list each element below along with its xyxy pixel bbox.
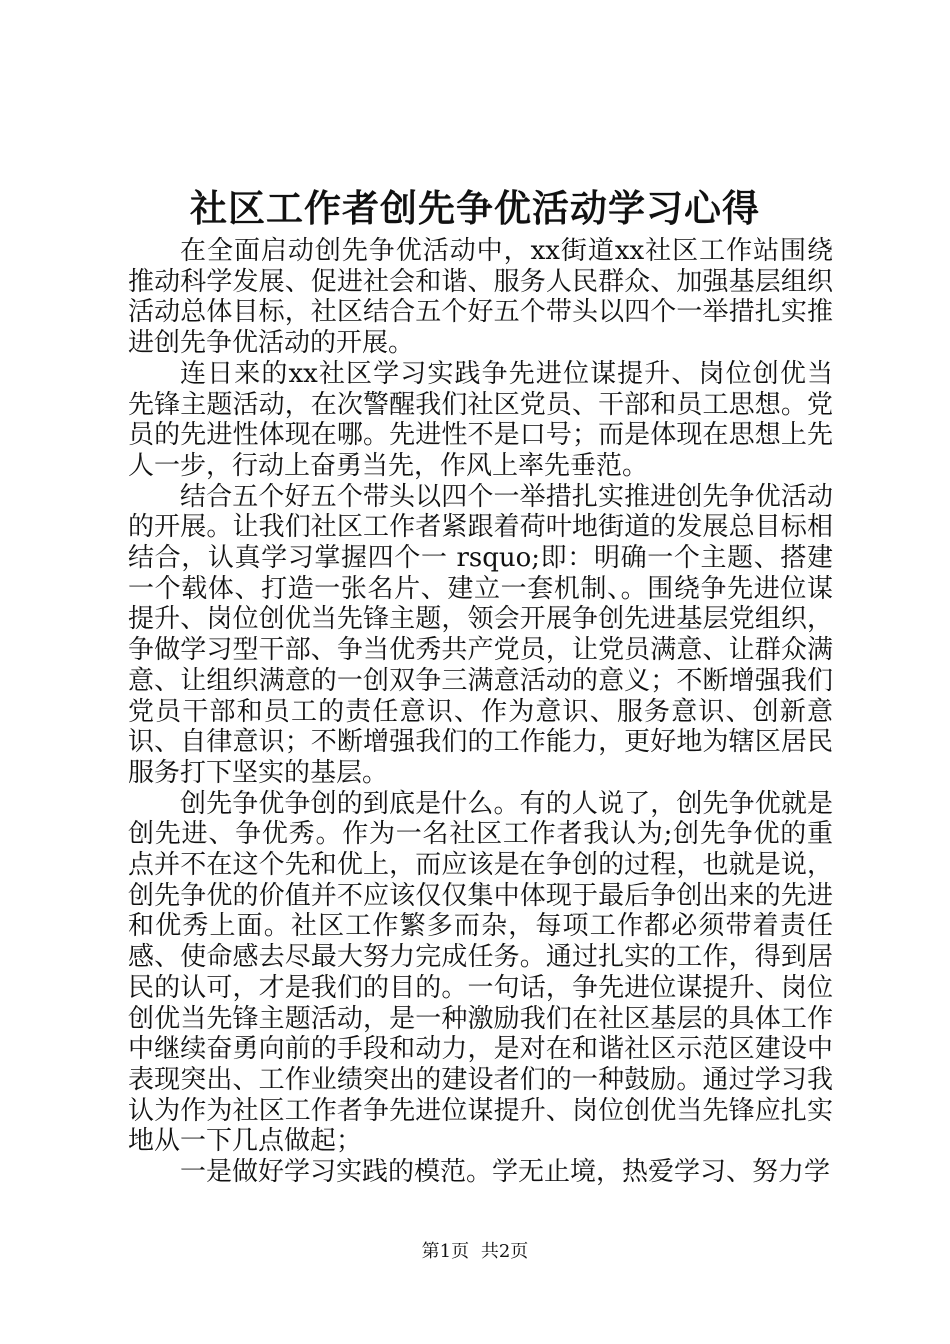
- page-number: 第1页: [421, 1241, 470, 1262]
- paragraph-3: 结合五个好五个带头以四个一举措扎实推进创先争优活动的开展。让我们社区工作者紧跟着荷叶地街道的发展总目标相结合，认真学习掌握四个一 rsquo;即：明确一个主题、搭建一个载体、打造一张名片、建立一套机制、。围绕争先进位谋提升、岗位创优当先锋主题，领会开展争创先进基层党组织，争做学习型干部、争当优秀共产党员，让党员满意、让群众满意、让组织满意的一创双争三满意活动的意义；不断增强我们党员干部和员工的责任意识、作为意识、服务意识、创新意识、自律意识；不断增强我们的工作能力，更好地为辖区居民服务打下坚实的基层。: [128, 481, 833, 788]
- paragraph-2: 连日来的xx社区学习实践争先进位谋提升、岗位创优当先锋主题活动，在次警醒我们社区党员、干部和员工思想。党员的先进性体现在哪。先进性不是口号；而是体现在思想上先人一步，行动上奋勇当先，作风上率先垂范。: [128, 358, 833, 481]
- document-title: 社区工作者创先争优活动学习心得: [190, 186, 760, 230]
- paragraph-1: 在全面启动创先争优活动中，xx街道xx社区工作站围绕推动科学发展、促进社会和谐、服务人民群众、加强基层组织活动总体目标，社区结合五个好五个带头以四个一举措扎实推进创先争优活动的开展。: [128, 236, 833, 359]
- paragraph-4: 创先争优争创的到底是什么。有的人说了，创先争优就是创先进、争优秀。作为一名社区工作者我认为;创先争优的重点并不在这个先和优上，而应该是在争创的过程，也就是说，创先争优的价值并不应该仅仅集中体现于最后争创出来的先进和优秀上面。社区工作繁多而杂，每项工作都必须带着责任感、使命感去尽最大努力完成任务。通过扎实的工作，得到居民的认可，才是我们的目的。一句话，争先进位谋提升、岗位创优当先锋主题活动，是一种激励我们在社区基层的具体工作中继续奋勇向前的手段和动力，是对在和谐社区示范区建设中表现突出、工作业绩突出的建设者们的一种鼓励。通过学习我认为作为社区工作者争先进位谋提升、岗位创优当先锋应扎实地从一下几点做起；: [128, 788, 833, 1157]
- page-footer: [0, 1240, 950, 1264]
- page-total: 共2页: [480, 1241, 529, 1262]
- paragraph-5: 一是做好学习实践的模范。学无止境，热爱学习、努力学: [180, 1157, 831, 1188]
- document-body: [128, 236, 833, 1188]
